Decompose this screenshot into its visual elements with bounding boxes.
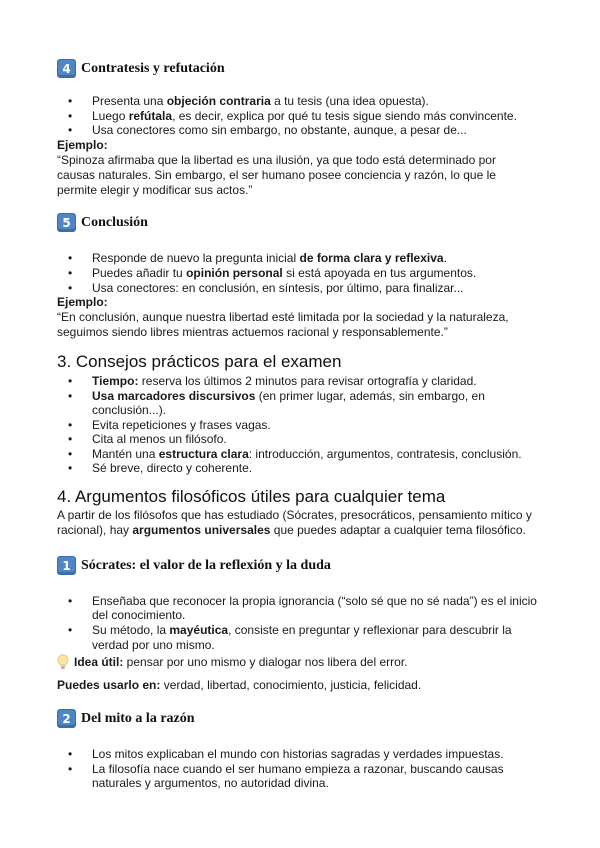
list-item: Cita al menos un filósofo. <box>92 432 227 446</box>
bullet-marker: • <box>68 94 73 108</box>
lightbulb-icon <box>57 654 69 670</box>
bullet-marker: • <box>68 623 73 637</box>
list-item: Luego refútala, es decir, explica por qué tu tesis sigue siendo más convincente. <box>92 109 517 123</box>
list-item: Evita repeticiones y frases vagas. <box>92 418 271 432</box>
heading-consejos: 3. Consejos prácticos para el examen <box>57 352 342 371</box>
bullet-marker: • <box>68 762 73 776</box>
keycap-2-icon: 2 <box>57 709 76 728</box>
bullet-marker: • <box>68 281 73 295</box>
list-item: Sé breve, directo y coherente. <box>92 461 253 475</box>
list-item: Puedes añadir tu opinión personal si está apoyada en tus argumentos. <box>92 266 477 280</box>
bullet-marker: • <box>68 594 73 608</box>
bullet-marker: • <box>68 432 73 446</box>
list-item: Usa marcadores discursivos (en primer lugar, además, sin embargo, en <box>92 389 485 403</box>
list-item: Usa conectores como sin embargo, no obstante, aunque, a pesar de... <box>92 123 467 137</box>
section-title: Conclusión <box>81 214 148 230</box>
example-text-line: “Spinoza afirmaba que la libertad es una ilusión, ya que todo está determinado por <box>57 153 496 167</box>
example-text-line: seguimos siendo libres mientras actuemos racional y responsablemente.” <box>57 325 448 339</box>
section-conclusion-heading <box>57 213 148 232</box>
example-text-line: “En conclusión, aunque nuestra libertad esté limitada por la sociedad y la naturaleza, <box>57 310 509 324</box>
keycap-4-icon: 4 <box>57 59 76 78</box>
bullet-marker: • <box>68 747 73 761</box>
section-contratesis-heading <box>57 59 225 78</box>
list-item-continuation: conclusión...). <box>92 403 167 417</box>
list-item-continuation: verdad por uno mismo. <box>92 638 215 652</box>
example-text-line: causas naturales. Sin embargo, el ser humano posee conciencia y razón, lo que le <box>57 168 496 182</box>
keycap-1-icon: 1 <box>57 556 76 575</box>
section-mito-heading <box>57 709 195 728</box>
bullet-marker: • <box>68 461 73 475</box>
list-item: Usa conectores: en conclusión, en síntesis, por último, para finalizar... <box>92 281 464 295</box>
section-title: Contratesis y refutación <box>81 60 225 76</box>
section-socrates-heading <box>57 556 331 575</box>
bullet-marker: • <box>68 389 73 403</box>
bullet-marker: • <box>68 447 73 461</box>
bullet-marker: • <box>68 251 73 265</box>
list-item: Los mitos explicaban el mundo con historias sagradas y verdades impuestas. <box>92 747 504 761</box>
list-item: Mantén una estructura clara: introducción, argumentos, contratesis, conclusión. <box>92 447 522 461</box>
example-label: Ejemplo: <box>57 295 108 309</box>
heading-argumentos: 4. Argumentos filosóficos útiles para cualquier tema <box>57 487 446 506</box>
usage-line: Puedes usarlo en: verdad, libertad, conocimiento, justicia, felicidad. <box>57 678 422 692</box>
bullet-marker: • <box>68 266 73 280</box>
list-item: La filosofía nace cuando el ser humano empieza a razonar, buscando causas <box>92 762 504 776</box>
list-item-continuation: del conocimiento. <box>92 608 186 622</box>
list-item: Responde de nuevo la pregunta inicial de forma clara y reflexiva. <box>92 251 447 265</box>
keycap-5-icon: 5 <box>57 213 76 232</box>
bullet-marker: • <box>68 123 73 137</box>
list-item: Presenta una objeción contraria a tu tesis (una idea opuesta). <box>92 94 429 108</box>
intro-text-line: racional), hay argumentos universales que puedes adaptar a cualquier tema filosófico. <box>57 523 526 537</box>
list-item-continuation: naturales y argumentos, no autoridad divina. <box>92 776 329 790</box>
list-item: Tiempo: reserva los últimos 2 minutos para revisar ortografía y claridad. <box>92 374 477 388</box>
section-title: Sócrates: el valor de la reflexión y la duda <box>81 557 331 573</box>
example-label: Ejemplo: <box>57 138 108 152</box>
list-item: Enseñaba que reconocer la propia ignorancia (“solo sé que no sé nada”) es el inicio <box>92 594 537 608</box>
intro-text-line: A partir de los filósofos que has estudiado (Sócrates, presocráticos, pensamiento mítico y <box>57 508 532 522</box>
bullet-marker: • <box>68 418 73 432</box>
idea-util-line: Idea útil: pensar por uno mismo y dialogar nos libera del error. <box>74 655 408 669</box>
example-text-line: permite elegir y modificar sus actos.” <box>57 183 253 197</box>
bullet-marker: • <box>68 109 73 123</box>
list-item: Su método, la mayéutica, consiste en preguntar y reflexionar para descubrir la <box>92 623 512 637</box>
section-title: Del mito a la razón <box>81 710 195 726</box>
bullet-marker: • <box>68 374 73 388</box>
